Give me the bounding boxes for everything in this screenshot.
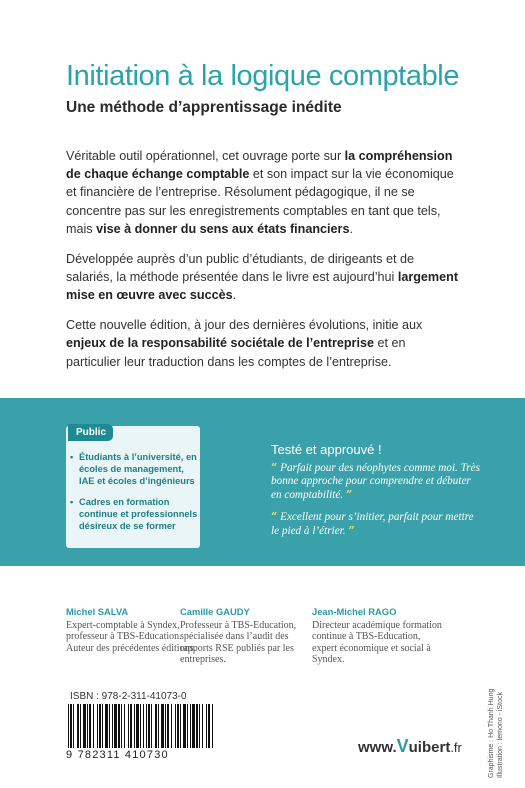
public-item: • Cadres en formation continue et professionnels désireux de se former (70, 496, 198, 533)
text-segment: Véritable outil opérationnel, cet ouvrage porte sur (66, 149, 345, 163)
barcode-digits: 9 782311 410730 (66, 749, 169, 761)
author-name: Jean-Michel RAGO (312, 606, 397, 617)
emphasis: la compréhension de chaque échange comptable (66, 149, 453, 182)
emphasis: enjeux de la responsabilité sociétale de l’entreprise (66, 336, 374, 351)
author-bio: Directeur académique formation continue à TBS-Education, expert économique et social à Syndex. (312, 619, 442, 666)
close-quote-icon: ” (348, 524, 355, 537)
open-quote-icon: “ (271, 510, 278, 523)
quote-text: Parfait pour des néophytes comme moi. Très bonne approche pour comprendre et débuter en comptabilité. (271, 462, 480, 501)
publisher-brand-v: V (396, 736, 409, 756)
testimonial-quote (271, 461, 481, 502)
author-name: Michel SALVA (66, 606, 129, 617)
testimonials-heading: Testé et approuvé ! (271, 442, 382, 457)
author-bio: Expert-comptable à Syndex, professeur à TBS-Education. Auteur des précédentes éditions. (66, 619, 196, 654)
public-label: Public (68, 424, 113, 441)
description-paragraph-1 (66, 147, 462, 238)
publisher-prefix: www. (358, 739, 397, 756)
description-paragraph-2 (66, 250, 462, 305)
barcode (66, 704, 216, 748)
publisher-logo (358, 736, 462, 757)
text-segment: Développée auprès d’un public d’étudiants, de dirigeants et de salariés, la méthode présentée dans le livre est aujourd’hui (66, 251, 414, 285)
emphasis: vise à donner du sens aux états financiers (96, 221, 350, 236)
author-block (312, 606, 442, 666)
text-segment: Cette nouvelle édition, à jour des dernières évolutions, initie aux (66, 318, 423, 333)
open-quote-icon: “ (271, 461, 278, 474)
public-list (70, 451, 198, 540)
author-bio: Professeur à TBS-Education, spécialisée dans l’audit des rapports RSE publiés par les entreprises. (180, 619, 297, 666)
text-segment: . (232, 288, 237, 303)
publisher-brand-rest: uibert (408, 739, 451, 756)
text-segment: et son impact sur la vie économique et financière de l’entreprise. Résolument pédagogique, il ne se concentre pas sur les enregistrements comptables en tant que tels, mais (66, 167, 454, 236)
author-block (66, 606, 196, 654)
testimonial-quote (271, 510, 481, 538)
description-paragraph-3 (66, 316, 462, 371)
text-segment: . (349, 221, 353, 236)
book-title: Initiation à la logique comptable (66, 60, 460, 92)
credit-line: Illustration : lemono - iStock (496, 692, 504, 778)
book-subtitle: Une méthode d’apprentissage inédite (66, 99, 342, 116)
author-block (180, 606, 310, 666)
credits (488, 689, 505, 778)
quote-text: Excellent pour s’initier, parfait pour mettre le pied à l’étrier. (271, 511, 474, 537)
emphasis: largement mise en œuvre avec succès (66, 270, 459, 303)
close-quote-icon: ” (345, 488, 353, 501)
public-item: • Étudiants à l’université, en écoles de management, IAE et écoles d’ingénieurs (70, 451, 198, 488)
publisher-suffix: .fr (450, 740, 462, 755)
credit-line: Graphisme : Ho Thanh Hung (488, 688, 495, 778)
text-segment: et en particulier leur traduction dans les comptes de l’entreprise. (66, 336, 406, 369)
author-name: Camille GAUDY (180, 606, 250, 617)
description (66, 147, 462, 383)
isbn-label: ISBN : 978-2-311-41073-0 (70, 691, 187, 702)
